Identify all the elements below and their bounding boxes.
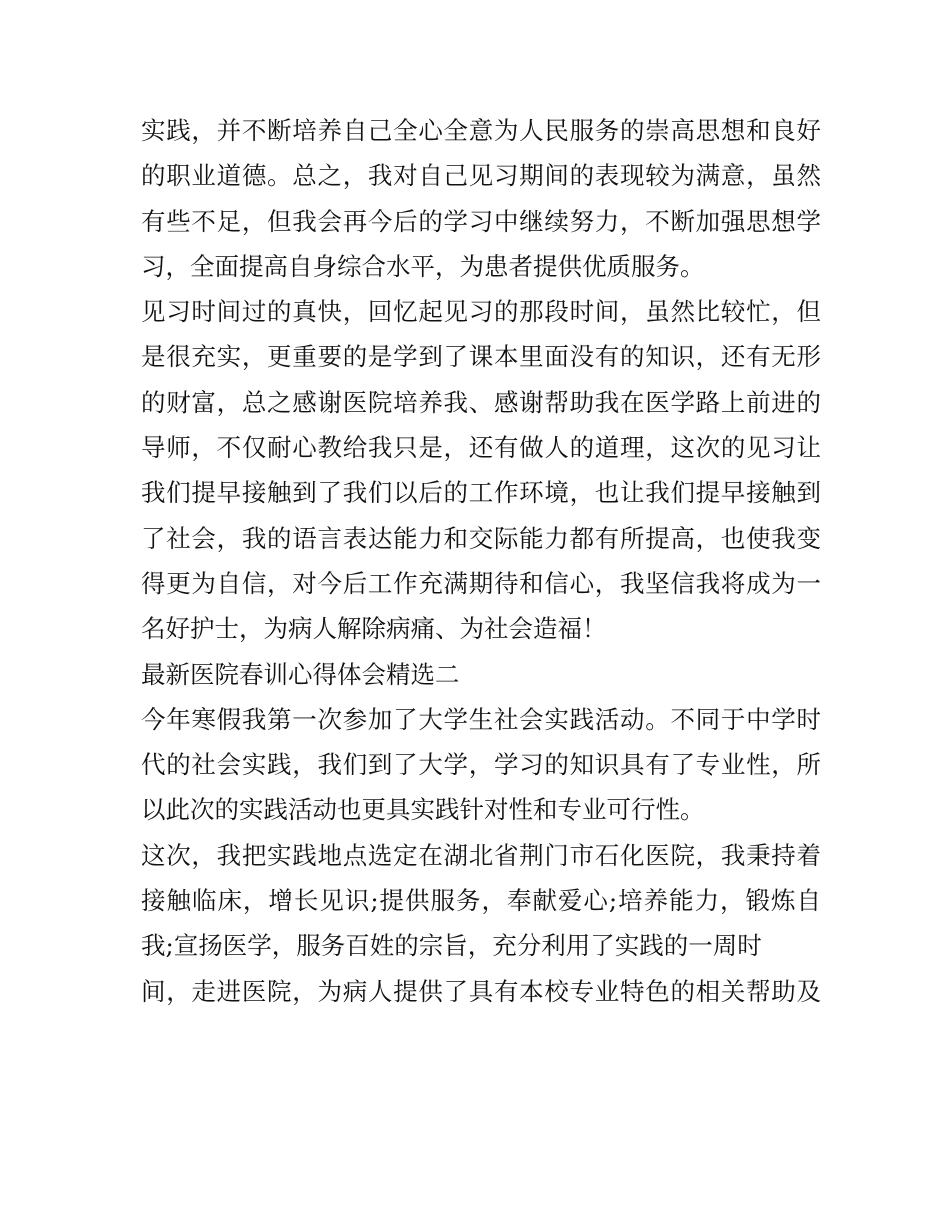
text-line: 的职业道德。总之，我对自己见习期间的表现较为满意，虽然 — [141, 161, 821, 191]
text-line: 是很充实，更重要的是学到了课本里面没有的知识，还有无形 — [141, 342, 821, 372]
text-line: 这次，我把实践地点选定在湖北省荆门市石化医院，我秉持着 — [141, 840, 821, 870]
text-line: 见习时间过的真快，回忆起见习的那段时间，虽然比较忙，但 — [141, 297, 821, 327]
text-line: 我;宣扬医学，服务百姓的宗旨，充分利用了实践的一周时 — [141, 931, 762, 961]
text-line: 以此次的实践活动也更具实践针对性和专业可行性。 — [141, 795, 705, 825]
section-heading: 最新医院春训心得体会精选二 — [141, 659, 460, 689]
text-line: 我们提早接触到了我们以后的工作环境，也让我们提早接触到 — [141, 478, 821, 508]
text-line: 名好护士，为病人解除病痛、为社会造福！ — [141, 614, 607, 644]
text-line: 了社会，我的语言表达能力和交际能力都有所提高，也使我变 — [141, 523, 821, 553]
document-body — [141, 108, 821, 1014]
text-line: 习，全面提高自身综合水平，为患者提供优质服务。 — [141, 251, 705, 281]
text-line: 今年寒假我第一次参加了大学生社会实践活动。不同于中学时 — [141, 704, 821, 734]
text-line: 接触临床，增长见识;提供服务，奉献爱心;培养能力，锻炼自 — [141, 886, 821, 916]
text-line: 得更为自信，对今后工作充满期待和信心，我坚信我将成为一 — [141, 568, 821, 598]
text-line: 有些不足，但我会再今后的学习中继续努力，不断加强思想学 — [141, 206, 821, 236]
text-line: 导师，不仅耐心教给我只是，还有做人的道理，这次的见习让 — [141, 433, 821, 463]
text-line: 间，走进医院，为病人提供了具有本校专业特色的相关帮助及 — [141, 976, 821, 1006]
text-line: 的财富，总之感谢医院培养我、感谢帮助我在医学路上前进的 — [141, 387, 821, 417]
text-line: 代的社会实践，我们到了大学，学习的知识具有了专业性，所 — [141, 750, 821, 780]
text-line: 实践，并不断培养自己全心全意为人民服务的崇高思想和良好 — [141, 116, 821, 145]
